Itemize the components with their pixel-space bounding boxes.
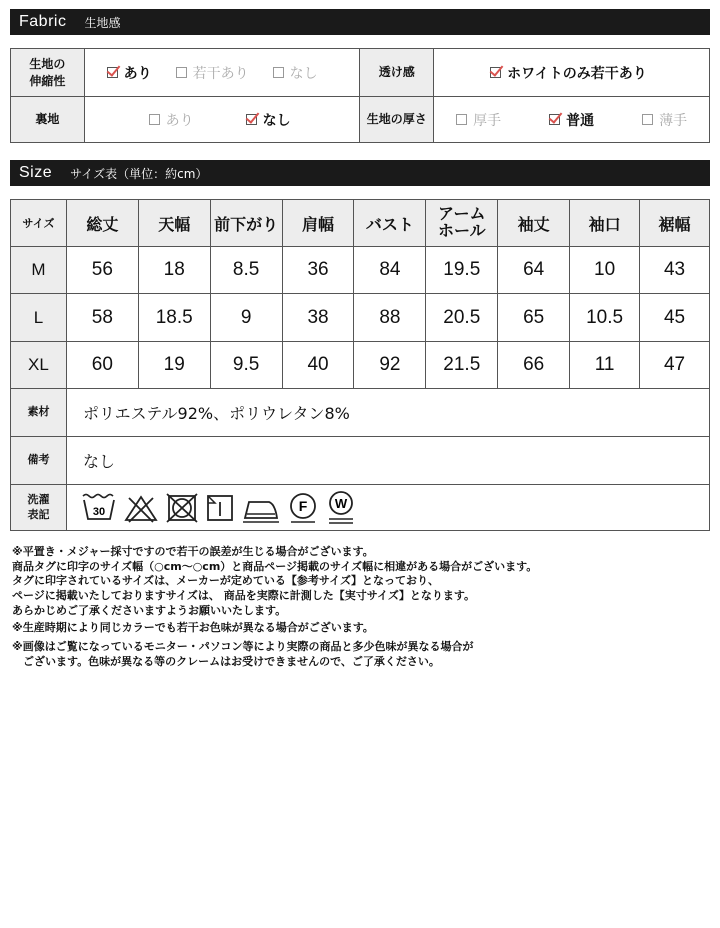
size-header bbox=[10, 160, 710, 186]
measure-cell: 9.5 bbox=[210, 342, 282, 389]
option-label: あり bbox=[165, 112, 194, 129]
header-cell: 袖口 bbox=[570, 200, 640, 247]
sheer-label bbox=[360, 49, 434, 97]
thickness-label-text: 生地の厚さ bbox=[366, 112, 427, 127]
measure-cell: 18 bbox=[138, 247, 210, 294]
size-title: Size bbox=[19, 164, 53, 181]
option-label: 薄手 bbox=[659, 112, 688, 129]
measure-cell: 40 bbox=[282, 342, 354, 389]
measure-cell: 18.5 bbox=[138, 294, 210, 342]
iron-low-icon bbox=[241, 492, 281, 524]
measure-cell: 92 bbox=[354, 342, 426, 389]
material-label: 素材 bbox=[11, 389, 67, 437]
fabric-title: Fabric bbox=[19, 13, 67, 30]
size-row-l bbox=[11, 294, 710, 342]
material-value: ポリエステル92%、ポリウレタン8% bbox=[67, 389, 710, 437]
sheer-label-text: 透け感 bbox=[378, 65, 415, 80]
size-label: L bbox=[11, 294, 67, 342]
measure-cell: 19.5 bbox=[426, 247, 498, 294]
checked-box-icon bbox=[246, 114, 257, 125]
measure-cell: 84 bbox=[354, 247, 426, 294]
stretch-option-nashi bbox=[273, 63, 318, 83]
thickness-option-normal bbox=[549, 110, 594, 130]
thickness-option-thin bbox=[642, 110, 687, 130]
care-label bbox=[11, 485, 67, 531]
fabric-header bbox=[10, 9, 710, 35]
size-table bbox=[10, 199, 710, 389]
option-label: 普通 bbox=[566, 112, 595, 129]
fabric-row bbox=[11, 97, 710, 143]
measure-cell: 19 bbox=[138, 342, 210, 389]
remarks-label: 備考 bbox=[11, 437, 67, 485]
wash-30-icon bbox=[81, 492, 117, 524]
header-cell: バスト bbox=[354, 200, 426, 247]
sheer-options bbox=[434, 49, 710, 97]
thickness-label bbox=[360, 97, 434, 143]
stretch-label bbox=[11, 49, 85, 97]
fabric-row bbox=[11, 49, 710, 97]
measure-cell: 11 bbox=[570, 342, 640, 389]
fabric-table bbox=[10, 48, 710, 143]
unchecked-box-icon bbox=[456, 114, 467, 125]
header-cell: 天幅 bbox=[138, 200, 210, 247]
checked-box-icon bbox=[549, 114, 560, 125]
info-table bbox=[10, 388, 710, 531]
note-line: あらかじめご了承くださいますようお願いいたします。 bbox=[12, 603, 287, 617]
measure-cell: 43 bbox=[640, 247, 710, 294]
lining-options bbox=[84, 97, 360, 143]
no-tumble-dry-icon bbox=[165, 492, 199, 524]
remarks-value: なし bbox=[67, 437, 710, 485]
measure-cell: 65 bbox=[498, 294, 570, 342]
thickness-option-thick bbox=[456, 110, 501, 130]
care-label-line1: 洗濯 bbox=[27, 493, 50, 507]
note-line: ※生産時期により同じカラーでも若干お色味が異なる場合がございます。 bbox=[12, 620, 374, 634]
wet-clean-w-icon bbox=[325, 490, 357, 526]
lining-label-text: 裏地 bbox=[35, 112, 60, 127]
measure-cell: 8.5 bbox=[210, 247, 282, 294]
measure-cell: 21.5 bbox=[426, 342, 498, 389]
size-row-m bbox=[11, 247, 710, 294]
measure-cell: 47 bbox=[640, 342, 710, 389]
thickness-options bbox=[434, 97, 710, 143]
size-row-xl bbox=[11, 342, 710, 389]
measure-cell: 58 bbox=[66, 294, 138, 342]
checked-box-icon bbox=[490, 67, 501, 78]
fabric-subtitle: 生地感 bbox=[84, 15, 121, 30]
care-icons bbox=[67, 485, 710, 531]
sheer-option-white bbox=[490, 63, 647, 83]
measure-cell: 36 bbox=[282, 247, 354, 294]
unchecked-box-icon bbox=[176, 67, 187, 78]
measure-cell: 66 bbox=[498, 342, 570, 389]
note-line: ※平置き・メジャー採寸ですので若干の誤差が生じる場合がございます。 bbox=[12, 545, 374, 558]
size-header-row bbox=[11, 200, 710, 247]
stretch-option-jakkan bbox=[176, 63, 249, 83]
lining-option-ari bbox=[149, 110, 194, 130]
care-row bbox=[11, 485, 710, 531]
wash-temp-text: 30 bbox=[92, 505, 106, 518]
size-subtitle: サイズ表（単位：約cm） bbox=[70, 166, 208, 181]
remarks-row bbox=[11, 437, 710, 485]
checked-box-icon bbox=[107, 67, 118, 78]
stretch-label-line2: 伸縮性 bbox=[29, 73, 66, 88]
measure-cell: 10.5 bbox=[570, 294, 640, 342]
dry-clean-letter: F bbox=[298, 497, 308, 514]
measure-cell: 9 bbox=[210, 294, 282, 342]
size-corner: サイズ bbox=[11, 200, 67, 247]
unchecked-box-icon bbox=[273, 67, 284, 78]
stretch-option-ari bbox=[107, 63, 152, 83]
header-cell: 肩幅 bbox=[282, 200, 354, 247]
option-label: なし bbox=[262, 112, 291, 129]
note-line: ※画像はご覧になっているモニター・パソコン等により実際の商品と多少色味が異なる場合が bbox=[12, 640, 474, 654]
stretch-label-line1: 生地の bbox=[29, 57, 66, 72]
measure-cell: 88 bbox=[354, 294, 426, 342]
wet-clean-letter: W bbox=[334, 495, 348, 511]
lining-label bbox=[11, 97, 85, 143]
option-label: 若干あり bbox=[192, 65, 249, 82]
line-dry-shade-icon bbox=[205, 492, 235, 524]
measure-cell: 45 bbox=[640, 294, 710, 342]
care-label-line2: 表記 bbox=[27, 507, 50, 521]
no-bleach-icon bbox=[123, 492, 159, 524]
size-label: XL bbox=[11, 342, 67, 389]
header-cell: 袖丈 bbox=[498, 200, 570, 247]
measure-cell: 56 bbox=[66, 247, 138, 294]
size-label: M bbox=[11, 247, 67, 294]
header-cell: 総丈 bbox=[66, 200, 138, 247]
measure-cell: 10 bbox=[570, 247, 640, 294]
measure-cell: 38 bbox=[282, 294, 354, 342]
option-label: あり bbox=[123, 65, 152, 82]
measure-cell: 20.5 bbox=[426, 294, 498, 342]
lining-option-nashi bbox=[246, 110, 291, 130]
notes bbox=[12, 545, 712, 670]
note-line: ございます。色味が異なる等のクレームはお受けできませんので、ご了承ください。 bbox=[12, 654, 440, 668]
note-line: タグに印字されているサイズは、メーカーが定めている【参考サイズ】となっており、 bbox=[12, 574, 440, 588]
measure-cell: 64 bbox=[498, 247, 570, 294]
material-row bbox=[11, 389, 710, 437]
unchecked-box-icon bbox=[149, 114, 160, 125]
unchecked-box-icon bbox=[642, 114, 653, 125]
option-label: 厚手 bbox=[473, 112, 502, 129]
option-label: なし bbox=[289, 65, 318, 82]
stretch-options bbox=[84, 49, 360, 97]
note-line: ページに掲載いたしておりますサイズは、 商品を実際に計測した【実寸サイズ】となります。 bbox=[12, 589, 475, 603]
dry-clean-f-icon bbox=[287, 491, 319, 525]
note-line: 商品タグに印字のサイズ幅（○cm～○cm）と商品ページ掲載のサイズ幅に相違がある場合がございます。 bbox=[12, 559, 538, 573]
measure-cell: 60 bbox=[66, 342, 138, 389]
header-cell: 裾幅 bbox=[640, 200, 710, 247]
header-cell: アーム ホール bbox=[426, 200, 498, 247]
option-label: ホワイトのみ若干あり bbox=[507, 65, 647, 82]
header-cell: 前下がり bbox=[210, 200, 282, 247]
